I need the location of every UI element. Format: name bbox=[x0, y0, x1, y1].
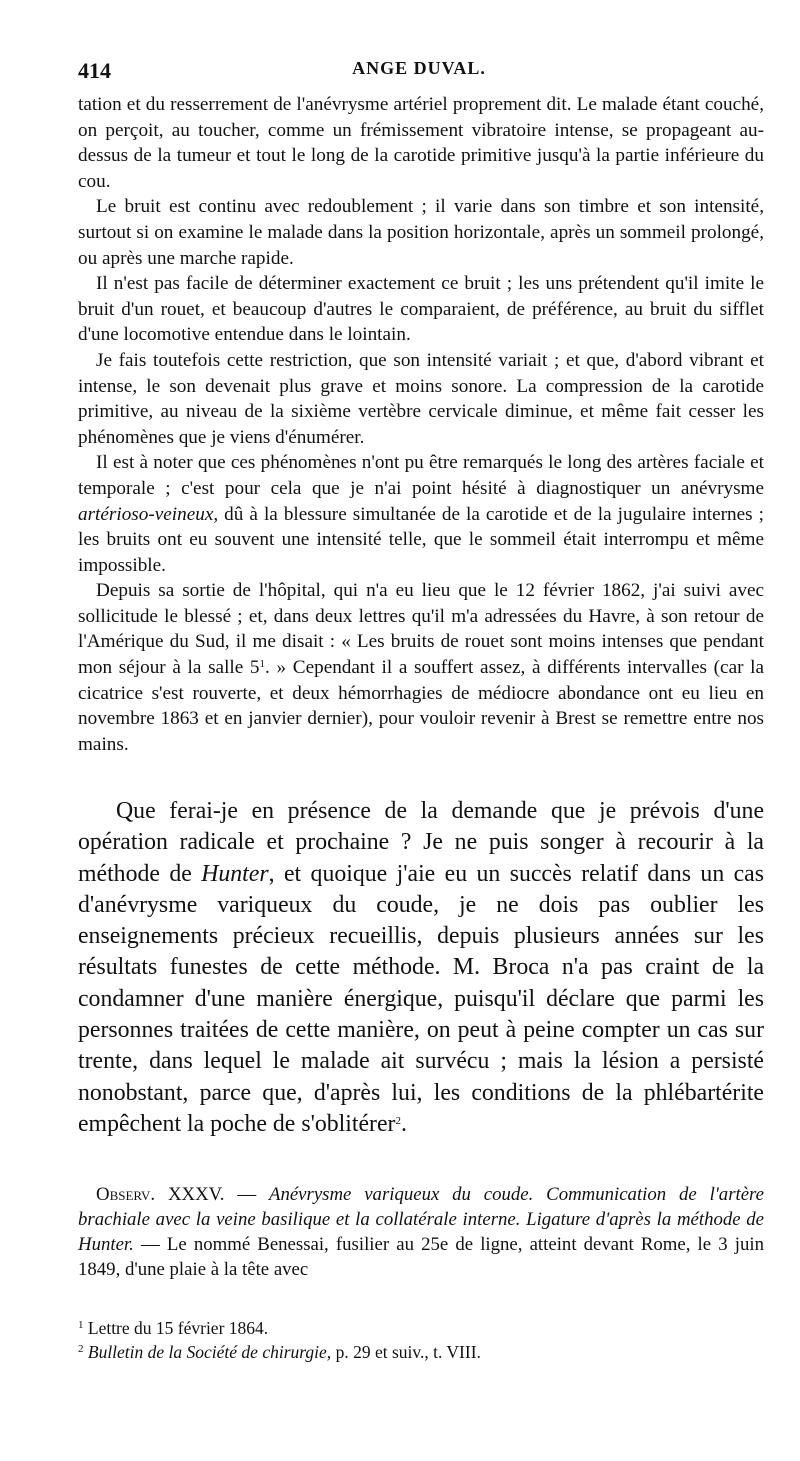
p5-italic: artérioso-veineux, bbox=[78, 503, 219, 525]
observation-label: Observ. XXXV. bbox=[96, 1184, 225, 1205]
large-italic: Hunter bbox=[201, 860, 269, 887]
body-text-small bbox=[78, 92, 764, 757]
p5-text-end: dû à la blessure simultanée de la carotide et de la jugulaire internes ; les bruits ont eu souvent une intensité telle, que le sommeil était interrompu et même impossible. bbox=[78, 503, 764, 576]
paragraph-3: Il n'est pas facile de déterminer exactement ce bruit ; les uns prétendent qu'il imite le bruit d'un rouet, et beaucoup d'autres le comparaient, de préférence, au bruit du sifflet d'une locomotive entendue dans le lointain. bbox=[78, 273, 764, 346]
paragraph-2: Le bruit est continu avec redoublement ; il varie dans son timbre et son intensité, surtout si on examine le malade dans la position horizontale, après un sommeil prolongé, ou après une marche rapide. bbox=[78, 196, 764, 269]
running-title: ANGE DUVAL. bbox=[352, 58, 486, 78]
footnote-2 bbox=[78, 1340, 764, 1364]
footnote-ref-2: 2 bbox=[395, 1114, 401, 1127]
footnote-1-text: Lettre du 15 février 1864. bbox=[87, 1318, 269, 1338]
body-text-large bbox=[78, 796, 764, 1140]
footnote-ref-1: 1 bbox=[259, 658, 266, 671]
large-text: Que ferai-je en présence de la demande que je prévois d'une opération radicale et prochaine ? Je ne puis songer à recourir à la méthode de bbox=[78, 798, 764, 887]
observation-paragraph bbox=[78, 1182, 764, 1282]
footnote-1 bbox=[78, 1316, 764, 1340]
large-text-end: . bbox=[400, 1110, 407, 1137]
paragraph-1: tation et du resserrement de l'anévrysme artériel proprement dit. Le malade étant couché, on perçoit, au toucher, comme un frémissement vibratoire intense, se propageant au-dessus de la tumeur et tout le long de la carotide primitive jusqu'à la partie inférieure du cou. bbox=[78, 94, 764, 192]
observation-title: Anévrysme variqueux du coude. Communication de l'artère brachiale avec la veine basilique et la collatérale interne. Ligature d'après la méthode de Hunter. bbox=[78, 1184, 765, 1255]
observation-dash: — bbox=[224, 1184, 269, 1205]
p6-text: Depuis sa sortie de l'hôpital, qui n'a eu lieu que le 12 février 1862, j'ai suivi avec sollicitude le blessé ; et, dans deux lettres qu'il m'a adressées du Havre, à son retour de l'Amérique du Sud, il me disait : « Les bruits de rouet sont moins intenses que pendant mon séjour à la salle 5 bbox=[78, 580, 764, 679]
observation-text: — Le nommé Benessai, fusilier au 25e de ligne, atteint devant Rome, le 3 juin 1849, d'une plaie à la tête avec bbox=[78, 1234, 764, 1280]
footnotes bbox=[78, 1316, 764, 1364]
paragraph-large bbox=[78, 796, 764, 1140]
footnote-2-italic: Bulletin de la Société de chirurgie, bbox=[87, 1342, 332, 1362]
page-header bbox=[78, 58, 760, 86]
paragraph-4: Je fais toutefois cette restriction, que son intensité variait ; et que, d'abord vibrant et intense, le son devenait plus grave et moins sonore. La compression de la carotide primitive, au niveau de la sixième vertèbre cervicale diminue, et même fait cesser les phénomènes que je viens d'énumérer. bbox=[78, 349, 764, 448]
p5-text: Il est à noter que ces phénomènes n'ont pu être remarqués le long des artères faciale et temporale ; c'est pour cela que je n'ai point hésité à diagnostiquer un anévrysme bbox=[78, 452, 764, 499]
paragraph-5 bbox=[78, 450, 764, 578]
page-number: 414 bbox=[78, 58, 111, 83]
p6-text-end: . » Cependant il a souffert assez, à différents intervalles (car la cicatrice s'est rouverte, et deux hémorrhagies de médiocre abondance ont eu lieu en novembre 1863 et en janvier dernier), pour vouloir revenir à Brest se remettre entre nos mains. bbox=[78, 657, 764, 755]
large-text-mid: , et quoique j'aie eu un succès relatif dans un cas d'anévrysme variqueux du coude, je ne dois pas oublier les enseignements précieux recueillis, depuis plusieurs années sur les résultats funestes de cette méthode. M. Broca n'a pas craint de la condamner d'une manière énergique, puisqu'il déclare que parmi les personnes traitées de cette manière, on peut à peine compter un cas sur trente, dans lequel le malade ait survécu ; mais la lésion a persisté nonobstant, parce que, d'après lui, les conditions de la phlébartérite empêchent la poche de s'oblitérer bbox=[78, 860, 764, 1137]
footnote-mark-1: 1 bbox=[78, 1319, 84, 1331]
footnote-2-text: p. 29 et suiv., t. VIII. bbox=[331, 1342, 481, 1362]
footnote-mark-2: 2 bbox=[78, 1343, 84, 1355]
paragraph-6 bbox=[78, 578, 764, 757]
observation-block bbox=[78, 1182, 764, 1282]
